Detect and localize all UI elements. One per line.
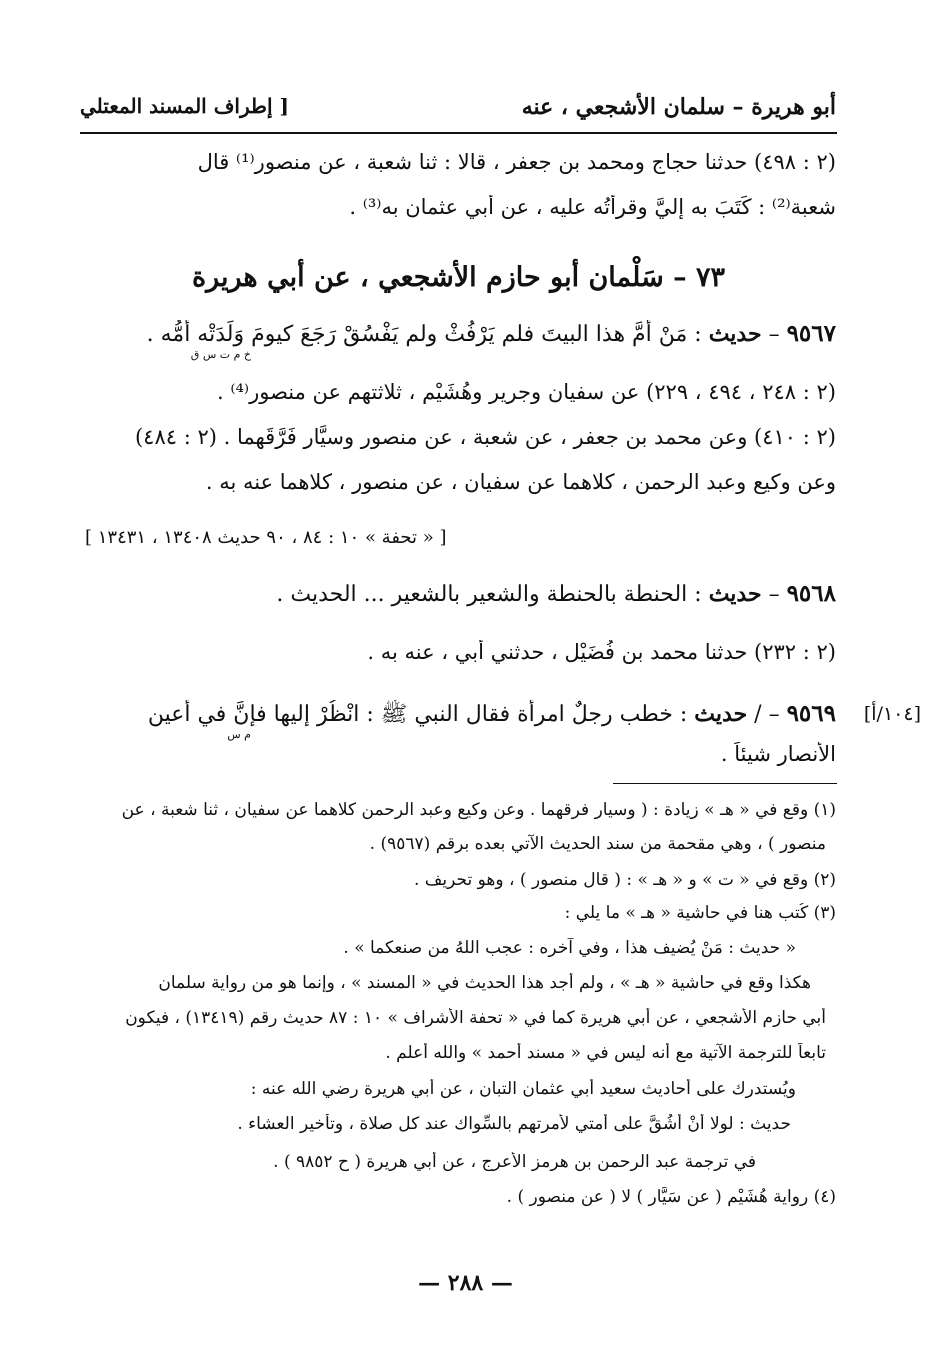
text-line: (٢ : ٢٤٨ ، ٤٩٤ ، ٢٢٩) عن سفيان وجرير وهُشَيْم ، ثلاثتهم عن منصور⁽⁴⁾ . [216, 380, 836, 404]
footnote-line: « حديث : مَنْ يُضيف هذا ، وفي آخره : عجب اللهُ من صنعكما » . [343, 938, 796, 958]
hadith-heading: ٩٥٦٩ – / حديث : خطب رجلٌ امرأة فقال النبي ﷺ : انْظُرْ إليها فإنَّ في أعين [147, 700, 836, 727]
text-line: (٢ : ٢٣٢) حدثنا محمد بن فُضَيْل ، حدثني أبي ، عنه به . [367, 640, 836, 664]
header-rule [80, 132, 837, 134]
hadith-keyword: حديث [708, 581, 762, 607]
footnote-line: ويُستدرك على أحاديث سعيد أبي عثمان التبان ، عن أبي هريرة رضي الله عنه : [250, 1079, 796, 1099]
hadith-sigla: م س [227, 728, 251, 741]
footnote-rule [613, 783, 837, 784]
hadith-keyword: حديث [708, 321, 762, 347]
footnote-line: (٢) وقع في « ت » و « هـ » : ( قال منصور ) ، وهو تحريف . [413, 870, 836, 890]
hadith-keyword: حديث [694, 701, 748, 727]
hadith-heading: ٩٥٦٨ – حديث : الحنطة بالحنطة والشعير بالشعير ... الحديث . [276, 580, 836, 607]
text-line: وعن وكيع وعبد الرحمن ، كلاهما عن سفيان ، عن منصور ، كلاهما عنه به . [205, 470, 836, 494]
hadith-text: : خطب رجلٌ امرأة فقال النبي ﷺ : انْظُرْ إليها فإنَّ في أعين [147, 702, 695, 727]
hadith-heading: ٩٥٦٧ – حديث : مَنْ أَمَّ هذا البيتَ فلم يَرْفُثْ ولم يَفْسُقْ رَجَعَ كيومَ وَلَدَتْه أُمُّه . [146, 320, 836, 347]
footnote-line: أبي حازم الأشجعي ، عن أبي هريرة كما في « تحفة الأشراف » ١٠ : ٨٧ حديث رقم (١٣٤١٩) ، فيكون [125, 1008, 826, 1028]
page-number: — ٢٨٨ — [418, 1270, 513, 1296]
text-line: (٢ : ٤٩٨) حدثنا حجاج ومحمد بن جعفر ، قالا : ثنا شعبة ، عن منصور⁽¹⁾ قال [197, 150, 836, 174]
footnote-line: في ترجمة عبد الرحمن بن هرمز الأعرج ، عن أبي هريرة ( ح ٩٨٥٢ ) . [273, 1152, 756, 1172]
hadith-text: : الحنطة بالحنطة والشعير بالشعير ... الحديث . [276, 582, 709, 607]
margin-folio-note: [١٠٤/أ] [863, 703, 921, 725]
text-line: (٢ : ٤١٠) وعن محمد بن جعفر ، عن شعبة ، عن منصور وسيَّار فَرَّقَهما . (٢ : ٤٨٤) [134, 425, 836, 449]
footnote-line: تابعاً للترجمة الآتية مع أنه ليس في « مسند أحمد » والله أعلم . [385, 1043, 826, 1063]
hadith-number: ٩٥٦٧ [786, 320, 836, 347]
running-header-book: [ إطراف المسند المعتلي [80, 94, 289, 118]
hadith-number: ٩٥٦٨ [786, 580, 836, 607]
text-line: الأنصار شيئاً . [720, 742, 836, 766]
footnote-line: هكذا وقع في حاشية « هـ » ، ولم أجد هذا الحديث في « المسند » ، وإنما هو من رواية سلمان [158, 973, 811, 993]
hadith-sigla: خ م ت س ق [190, 348, 251, 361]
footnote-line: (٣) كُتب هنا في حاشية « هـ » ما يلي : [564, 903, 836, 923]
running-header-title: أبو هريرة – سلمان الأشجعي ، عنه [521, 94, 836, 120]
tuhfa-reference: [ « تحفة » ١٠ : ٨٤ ، ٩٠ حديث ١٣٤٠٨ ، ١٣٤٣١ ] [85, 527, 447, 548]
footnote-line: منصور ) ، وهي مقحمة من سند الحديث الآتي بعده برقم (٩٥٦٧) . [369, 834, 826, 854]
footnote-line: (٤) رواية هُشَيْم ( عن سَيَّار ) لا ( عن منصور ) . [506, 1187, 836, 1207]
footnote-line: (١) وقع في « هـ » زيادة : ( وسيار فرقهما . وعن وكيع وعبد الرحمن كلاهما عن سفيان ، ثنا شعبة ، عن [121, 800, 836, 820]
section-title: ٧٣ – سَلْمان أبو حازم الأشجعي ، عن أبي هريرة [191, 262, 726, 293]
text-line: شعبة⁽²⁾ : كَتَبَ به إليَّ وقرأتُه عليه ، عن أبي عثمان به⁽³⁾ . [349, 195, 836, 219]
footnote-line: حديث : لولا أنْ أَشُقَّ على أمتي لأمرتهم بالسِّواك عند كل صلاة ، وتأخير العشاء . [237, 1114, 791, 1134]
hadith-number: ٩٥٦٩ [786, 700, 836, 727]
hadith-text: : مَنْ أَمَّ هذا البيتَ فلم يَرْفُثْ ولم يَفْسُقْ رَجَعَ كيومَ وَلَدَتْه أُمُّه . [146, 322, 709, 347]
